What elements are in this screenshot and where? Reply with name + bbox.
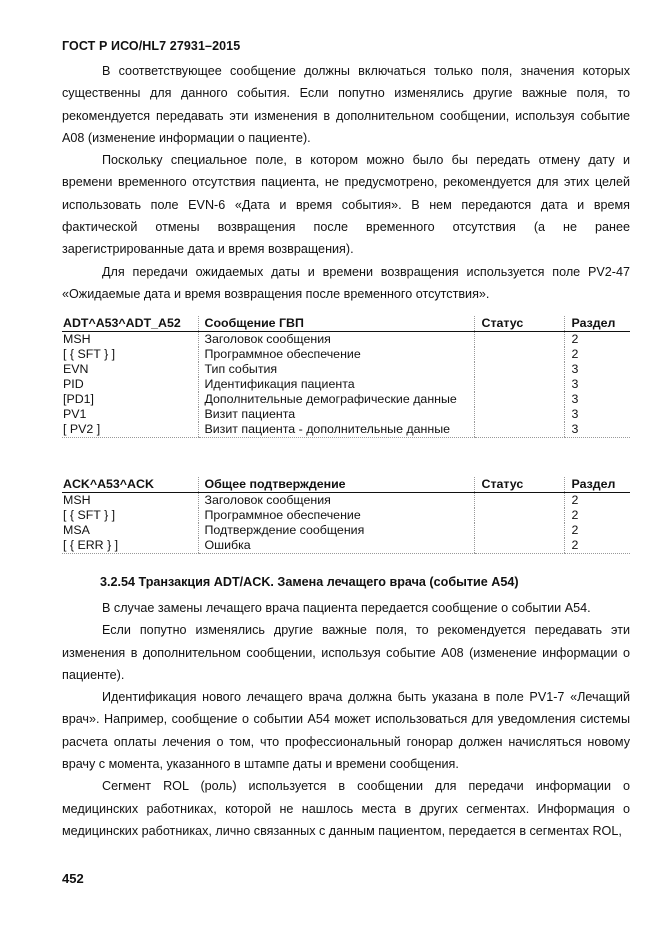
table-row (62, 332, 630, 348)
table-row (62, 538, 630, 554)
table-row (62, 407, 630, 422)
description-cell: Идентификация пациента (198, 377, 474, 392)
segment-cell: MSA (63, 523, 90, 537)
intro-text (62, 60, 630, 305)
segment-cell: [ { SFT } ] (63, 347, 116, 361)
paragraph: Поскольку специальное поле, в котором можно было бы передать отмену дату и времени временного отсутствия пациента, не предусмотрено, рекомендуется для этих целей использовать поле EVN-6 «Дата и время события». В нем передаются дата и время фактической отмены возвращения после временного отсутствия (а не ранее зарегистрированные дата и время возвращения). (62, 153, 630, 257)
table-row (62, 422, 630, 438)
table-row (62, 392, 630, 407)
table-header-row (62, 316, 630, 332)
segment-cell: [ { ERR } ] (62, 538, 198, 554)
column-header: ADT^A53^ADT_A52 (62, 316, 198, 332)
status-cell (474, 362, 564, 377)
table-row (62, 347, 630, 362)
table-row (62, 523, 630, 538)
section-cell: 3 (564, 377, 630, 392)
paragraph: В соответствующее сообщение должны включаться только поля, значения которых существенны для данного события. Если попутно изменялись другие важные поля, то рекомендуется передавать эти изменения в дополнительном сообщении, используя событие A08 (изменение информации о пациенте). (62, 64, 630, 145)
description-cell: Подтверждение сообщения (198, 523, 474, 538)
body-text (62, 597, 630, 842)
section-cell: 2 (564, 332, 630, 348)
segment-cell: PID (63, 377, 84, 391)
table-row (62, 362, 630, 377)
status-cell (474, 392, 564, 407)
paragraph: Идентификация нового лечащего врача должна быть указана в поле PV1-7 «Лечащий врач». Например, сообщение о событии A54 может использоваться для уведомления системы расчета оплаты лечения о том, что профессиональный гонорар должен начисляться новому врачу с момента, указанного в штампе даты и времени сообщения. (62, 690, 630, 772)
description-cell: Программное обеспечение (198, 508, 474, 523)
section-cell: 2 (564, 493, 630, 509)
table-row (62, 508, 630, 523)
description-cell: Тип события (198, 362, 474, 377)
document-header: ГОСТ Р ИСО/HL7 27931–2015 (62, 39, 241, 53)
column-header: Статус (474, 477, 564, 493)
status-cell (474, 407, 564, 422)
segment-cell: [ { SFT } ] (63, 508, 116, 522)
paragraph: Для передачи ожидаемых даты и времени возвращения используется поле PV2-47 «Ожидаемые дата и время возвращения после временного отсутствия». (62, 264, 630, 301)
status-cell (474, 332, 564, 348)
segment-cell: EVN (63, 362, 89, 376)
column-header: Раздел (564, 477, 630, 493)
section-cell: 2 (564, 347, 630, 362)
segment-cell: MSH (63, 332, 91, 346)
description-cell: Дополнительные демографические данные (198, 392, 474, 407)
section-cell: 2 (564, 508, 630, 523)
paragraph: Сегмент ROL (роль) используется в сообщении для передачи информации о медицинских работниках, которой не нашлось места в других сегментах. Информация о медицинских работниках, лично связанных с данным пациентом, передается в сегментах ROL, (62, 779, 630, 838)
status-cell (474, 523, 564, 538)
column-header: Общее подтверждение (198, 477, 474, 493)
table-row (62, 493, 630, 509)
status-cell (474, 377, 564, 392)
segment-cell: PV1 (63, 407, 87, 421)
description-cell: Заголовок сообщения (198, 493, 474, 509)
paragraph: В случае замены лечащего врача пациента передается сообщение о событии A54. (102, 601, 591, 615)
column-header: Статус (474, 316, 564, 332)
paragraph: Если попутно изменялись другие важные поля, то рекомендуется передавать эти изменения в дополнительном сообщении, используя событие A08 (изменение информации о пациенте). (62, 623, 630, 682)
status-cell (474, 538, 564, 554)
segment-cell: MSH (63, 493, 91, 507)
status-cell (474, 508, 564, 523)
description-cell: Заголовок сообщения (198, 332, 474, 348)
column-header: ACK^A53^ACK (62, 477, 198, 493)
table-row (62, 377, 630, 392)
status-cell (474, 347, 564, 362)
description-cell: Ошибка (198, 538, 474, 554)
section-cell: 3 (564, 407, 630, 422)
column-header: Сообщение ГВП (198, 316, 474, 332)
status-cell (474, 493, 564, 509)
status-cell (474, 422, 564, 438)
page-number: 452 (62, 871, 84, 886)
description-cell: Визит пациента - дополнительные данные (198, 422, 474, 438)
message-structure-table-a53 (62, 316, 630, 438)
section-heading: 3.2.54 Транзакция ADT/ACK. Замена лечащего врача (событие A54) (100, 575, 519, 589)
segment-cell: [ PV2 ] (62, 422, 198, 438)
section-cell: 3 (564, 392, 630, 407)
message-structure-table-ack (62, 477, 630, 554)
description-cell: Программное обеспечение (198, 347, 474, 362)
description-cell: Визит пациента (198, 407, 474, 422)
table-header-row (62, 477, 630, 493)
section-cell: 2 (564, 538, 630, 554)
section-cell: 2 (564, 523, 630, 538)
section-cell: 3 (564, 362, 630, 377)
section-cell: 3 (564, 422, 630, 438)
segment-cell: [PD1] (63, 392, 94, 406)
column-header: Раздел (564, 316, 630, 332)
